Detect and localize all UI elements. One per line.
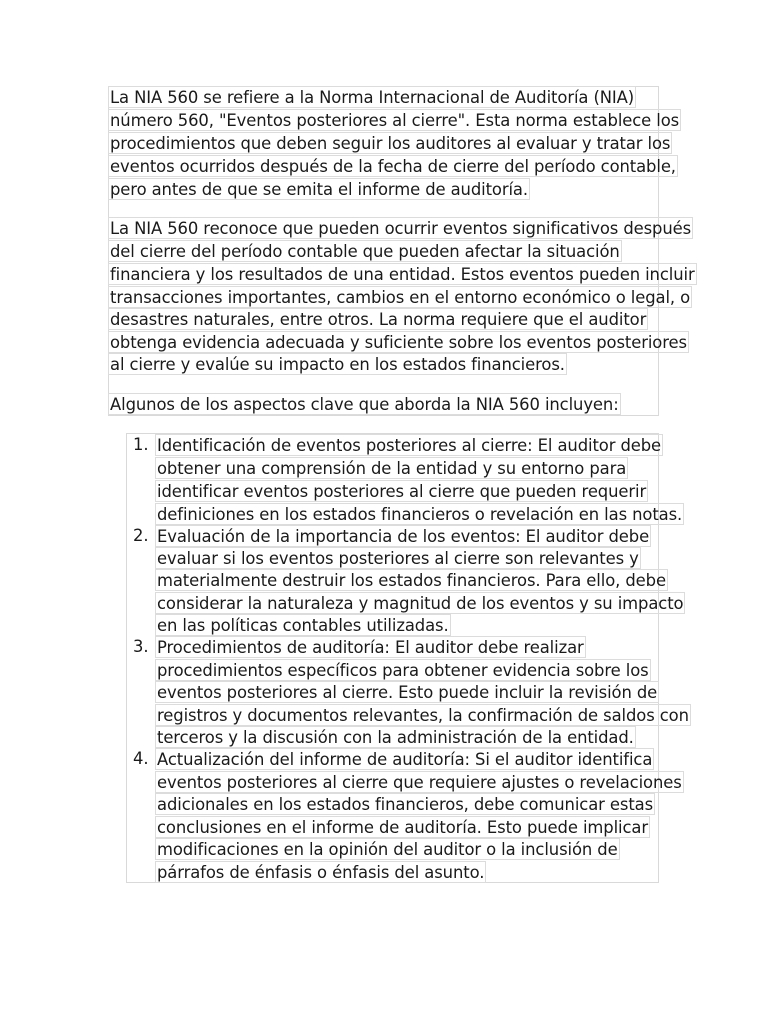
list-item-1-line: Identificación de eventos posteriores al cierre: El auditor debe	[157, 436, 662, 455]
list-number: 1.	[133, 435, 149, 454]
paragraph-1-line: La NIA 560 se refiere a la Norma Internacional de Auditoría (NIA)	[110, 88, 635, 107]
list-number: 3.	[133, 637, 149, 656]
list-item-4-line: eventos posteriores al cierre que requiere ajustes o revelaciones	[157, 773, 682, 792]
list-item-2-line: materialmente destruir los estados financieros. Para ello, debe	[157, 571, 666, 590]
list-item-2-line: Evaluación de la importancia de los eventos: El auditor debe	[157, 527, 650, 546]
paragraph-1-line: procedimientos que deben seguir los auditores al evaluar y tratar los	[110, 134, 671, 153]
list-item-4-line: modificaciones en la opinión del auditor o la inclusión de	[157, 840, 618, 859]
list-item-4-line: adicionales en los estados financieros, debe comunicar estas	[157, 795, 654, 814]
paragraph-1-line: eventos ocurridos después de la fecha de cierre del período contable,	[110, 157, 676, 176]
list-item-3-line: terceros y la discusión con la administración de la entidad.	[157, 728, 634, 747]
paragraph-3-line: Algunos de los aspectos clave que aborda la NIA 560 incluyen:	[110, 395, 619, 414]
paragraph-1-line: pero antes de que se emita el informe de auditoría.	[110, 180, 528, 199]
list-item-2-line: en las políticas contables utilizadas.	[157, 616, 449, 635]
paragraph-2-line: La NIA 560 reconoce que pueden ocurrir eventos significativos después	[110, 219, 692, 238]
list-item-3-line: Procedimientos de auditoría: El auditor debe realizar	[157, 638, 584, 657]
list-item-2-line: considerar la naturaleza y magnitud de los eventos y su impacto	[157, 594, 684, 613]
paragraph-2-line: obtenga evidencia adecuada y suficiente sobre los eventos posteriores	[110, 333, 687, 352]
list-item-4-line: párrafos de énfasis o énfasis del asunto.	[157, 863, 485, 882]
paragraph-2-line: al cierre y evalúe su impacto en los estados financieros.	[110, 355, 565, 374]
list-item-1-line: identificar eventos posteriores al cierre que pueden requerir	[157, 482, 647, 501]
list-item-4-line: Actualización del informe de auditoría: Si el auditor identifica	[157, 750, 653, 769]
list-item-2-line: evaluar si los eventos posteriores al cierre son relevantes y	[157, 549, 639, 568]
paragraph-1-line: número 560, "Eventos posteriores al cierre". Esta norma establece los	[110, 111, 680, 130]
list-item-4-line: conclusiones en el informe de auditoría. Esto puede implicar	[157, 818, 648, 837]
list-item-3-line: registros y documentos relevantes, la confirmación de saldos con	[157, 706, 689, 725]
paragraph-2-line: financiera y los resultados de una entidad. Estos eventos pueden incluir	[110, 265, 695, 284]
paragraph-2-line: desastres naturales, entre otros. La norma requiere que el auditor	[110, 310, 647, 329]
list-item-3-line: eventos posteriores al cierre. Esto puede incluir la revisión de	[157, 683, 658, 702]
list-number: 4.	[133, 749, 149, 768]
list-item-1-line: definiciones en los estados financieros o revelación en las notas.	[157, 505, 683, 524]
paragraph-2-line: transacciones importantes, cambios en el entorno económico o legal, o	[110, 288, 691, 307]
list-item-3-line: procedimientos específicos para obtener evidencia sobre los	[157, 661, 649, 680]
paragraph-2-line: del cierre del período contable que pueden afectar la situación	[110, 242, 620, 261]
list-item-1-line: obtener una comprensión de la entidad y su entorno para	[157, 459, 627, 478]
list-number: 2.	[133, 526, 149, 545]
